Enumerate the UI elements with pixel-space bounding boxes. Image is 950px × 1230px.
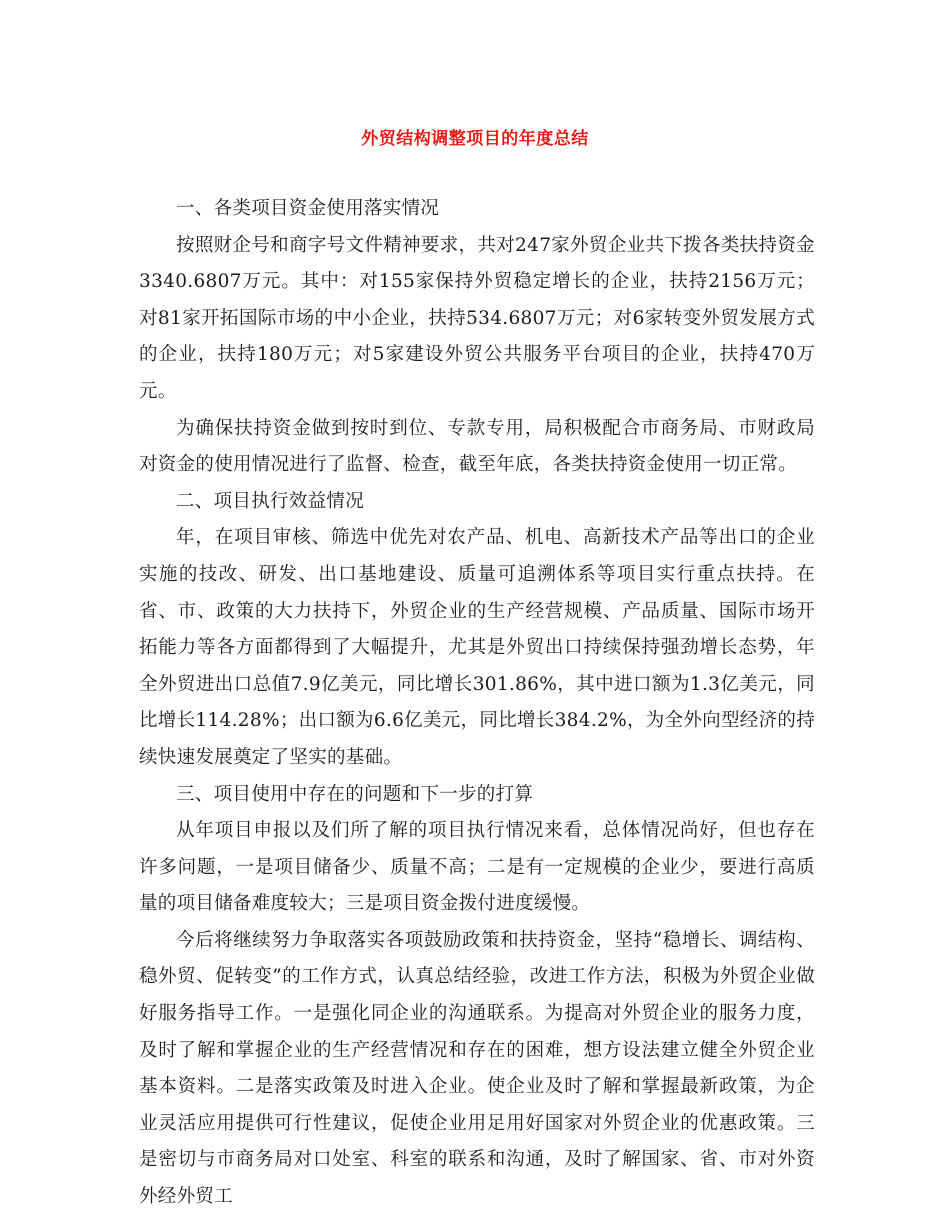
paragraph-next-steps: 今后将继续努力争取落实各项鼓励政策和扶持资金，坚持“稳增长、调结构、稳外贸、促转变”的工作方式，认真总结经验，改进工作方法，积极为外贸企业做好服务指导工作。一是强化同企业的沟通联系。为提高对外贸企业的服务力度，及时了解和掌握企业的生产经营情况和存在的困难，想方设法建立健全外贸企业基本资料。二是落实政策及时进入企业。使企业及时了解和掌握最新政策，为企业灵活应用提供可行性建议，促使企业用足用好国家对外贸企业的优惠政策。三是密切与市商务局对口处室、科室的联系和沟通，及时了解国家、省、市对外资外经外贸工 bbox=[139, 929, 815, 1208]
section-heading-2: 二、项目执行效益情况 bbox=[176, 490, 365, 512]
document-title: 外贸结构调整项目的年度总结 bbox=[361, 129, 589, 149]
paragraph-fund-supervision: 为确保扶持资金做到按时到位、专款专用，局积极配合市商务局、市财政局对资金的使用情况进行了监督、检查，截至年底，各类扶持资金使用一切正常。 bbox=[139, 417, 815, 476]
document-body bbox=[139, 191, 815, 1216]
paragraph-funding-allocation: 按照财企号和商字号文件精神要求，共对247家外贸企业共下拨各类扶持资金3340.6807万元。其中：对155家保持外贸稳定增长的企业，扶持2156万元；对81家开拓国际市场的中小企业，扶持534.6807万元；对6家转变外贸发展方式的企业，扶持180万元；对5家建设外贸公共服务平台项目的企业，扶持470万元。 bbox=[139, 234, 815, 402]
paragraph-project-benefits: 年，在项目审核、筛选中优先对农产品、机电、高新技术产品等出口的企业实施的技改、研发、出口基地建设、质量可追溯体系等项目实行重点扶持。在省、市、政策的大力扶持下，外贸企业的生产经营规模、产品质量、国际市场开拓能力等各方面都得到了大幅提升，尤其是外贸出口持续保持强劲增长态势，年全外贸进出口总值7.9亿美元，同比增长301.86%，其中进口额为1.3亿美元，同比增长114.28%；出口额为6.6亿美元，同比增长384.2%，为全外向型经济的持续快速发展奠定了坚实的基础。 bbox=[139, 527, 815, 768]
section-heading-3: 三、项目使用中存在的问题和下一步的打算 bbox=[176, 783, 534, 805]
section-heading-1: 一、各类项目资金使用落实情况 bbox=[176, 198, 440, 219]
paragraph-problems: 从年项目申报以及们所了解的项目执行情况来看，总体情况尚好，但也存在许多问题，一是项目储备少、质量不高；二是有一定规模的企业少，要进行高质量的项目储备难度较大；三是项目资金拨付进度缓慢。 bbox=[139, 820, 815, 915]
